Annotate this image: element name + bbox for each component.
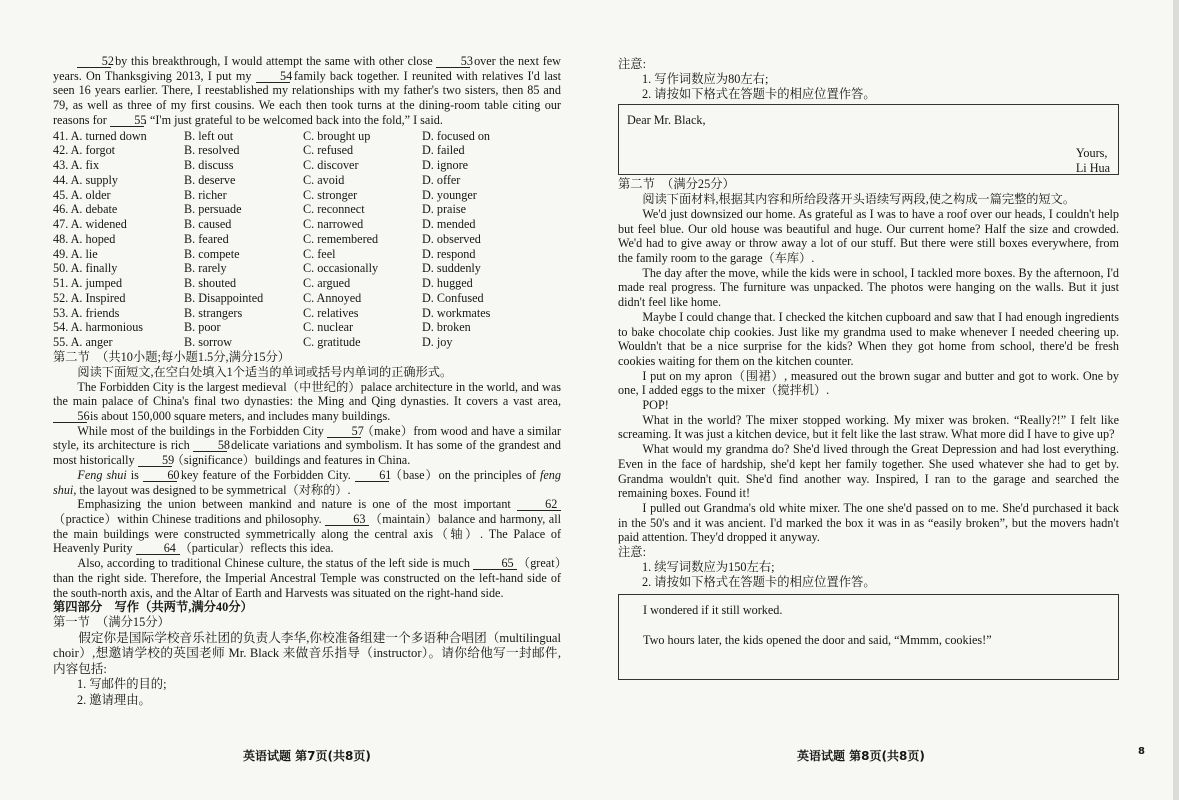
option-choice: B. shouted bbox=[184, 276, 237, 291]
story-paragraph: I pulled out Grandma's old white mixer. The one she'd passed on to me. She'd purchased it back in the 50's and it was ancient. I'd marked the box it was in as “easily broken”, but the movers hadn't paid attention. They'd dropped it anyway. bbox=[618, 500, 1119, 545]
option-choice: C. argued bbox=[303, 276, 351, 291]
option-choice: C. narrowed bbox=[303, 217, 364, 232]
blank-58: 58 bbox=[193, 439, 227, 452]
option-choice: D. younger bbox=[422, 187, 477, 202]
continuation-start-1: I wondered if it still worked. bbox=[643, 603, 783, 618]
blank-55: 55 bbox=[110, 114, 144, 127]
option-choice: B. compete bbox=[184, 246, 240, 261]
option-choice: D. joy bbox=[422, 335, 453, 350]
option-choice: D. Confused bbox=[422, 290, 484, 305]
option-choice: B. sorrow bbox=[184, 335, 233, 350]
blank-60: 60 bbox=[143, 469, 177, 482]
option-row bbox=[53, 158, 561, 173]
option-choice: D. observed bbox=[422, 231, 481, 246]
corner-page-number: 8 bbox=[1138, 746, 1145, 757]
option-choice: B. left out bbox=[184, 128, 234, 143]
option-choice: D. broken bbox=[422, 320, 471, 335]
option-row bbox=[53, 143, 561, 158]
option-choice: C. relatives bbox=[303, 305, 359, 320]
p4-text-3: （maintain）balance and harmony, all the main buildings were constructed symmetrically along the central axis（轴）. The Palace of Heavenly Purity bbox=[53, 512, 561, 556]
blank-62: 62 bbox=[517, 498, 561, 511]
option-choice: D. suddenly bbox=[422, 261, 481, 276]
p3-italic-2: feng shui bbox=[53, 467, 561, 497]
p3-text-4: , the layout was designed to be symmetrical（对称的）. bbox=[73, 482, 351, 497]
passage-paragraph-4 bbox=[53, 497, 561, 556]
passage-paragraph-5 bbox=[53, 556, 561, 600]
option-choice: 48. A. hoped bbox=[53, 231, 116, 246]
option-choice: B. richer bbox=[184, 187, 227, 202]
option-row bbox=[53, 232, 561, 247]
page-edge-shadow bbox=[1173, 0, 1179, 800]
option-row bbox=[53, 173, 561, 188]
story-paragraph: What in the world? The mixer stopped working. My mixer was broken. “Really?!” I felt like screaming. It was just a kitchen device, but it felt like the last straw. What more did I have to give up? bbox=[618, 412, 1119, 442]
passage-paragraph-3 bbox=[53, 468, 561, 497]
p3-text-3: （base）on the principles of bbox=[388, 467, 540, 482]
option-choice: B. strangers bbox=[184, 305, 243, 320]
options-table bbox=[53, 129, 561, 350]
p5-text-2: （great）than the right side. Therefore, the Imperial Ancestral Temple was constructed on the left-hand side of the south-north axis, and the Altar of Earth and Harvests was situated on the right-hand side. bbox=[53, 556, 561, 600]
continuation-start-2: Two hours later, the kids opened the door and said, “Mmmm, cookies!” bbox=[643, 633, 992, 648]
option-choice: B. resolved bbox=[184, 143, 240, 158]
note2-item-1: 1. 续写词数应为150左右; bbox=[642, 560, 775, 575]
option-row bbox=[53, 261, 561, 276]
letter-answer-box bbox=[618, 104, 1119, 175]
option-choice: D. praise bbox=[422, 202, 466, 217]
letter-close: Yours, bbox=[1075, 146, 1108, 160]
p2-text-3: delicate variations and symbolism. It has some of the grandest and most historically bbox=[53, 438, 561, 468]
p4-text-4: （particular）reflects this idea. bbox=[179, 541, 334, 556]
option-row bbox=[53, 129, 561, 144]
blank-53: 53 bbox=[436, 55, 470, 68]
intro-text-4: . “I'm just grateful to be welcomed back into the fold,” I said. bbox=[143, 112, 443, 127]
option-choice: D. offer bbox=[422, 172, 461, 187]
option-choice: B. persuade bbox=[184, 202, 242, 217]
option-choice: D. respond bbox=[422, 246, 476, 261]
option-row bbox=[53, 276, 561, 291]
option-choice: B. discuss bbox=[184, 158, 234, 173]
option-choice: 47. A. widened bbox=[53, 217, 127, 232]
option-choice: 51. A. jumped bbox=[53, 276, 123, 291]
intro-text-3: family back together. I reunited with relatives I'd last seen 16 years earlier. There, I reestablished my relationships with my father's two sisters, then 85 and 79, as well as three of my first cousins. We each then took turns at the dining-room table citing our reasons for bbox=[53, 68, 561, 127]
option-choice: C. gratitude bbox=[303, 335, 361, 350]
option-choice: C. Annoyed bbox=[303, 290, 362, 305]
option-choice: 54. A. harmonious bbox=[53, 320, 144, 335]
option-choice: 41. A. turned down bbox=[53, 128, 147, 143]
task1-item-1: 1. 写邮件的目的; bbox=[77, 677, 167, 692]
note-title: 注意: bbox=[618, 57, 647, 71]
option-choice: 49. A. lie bbox=[53, 246, 98, 261]
task1-prompt: 假定你是国际学校音乐社团的负责人李华,你校准备组建一个多语种合唱团（multilingual choir）,想邀请学校的英国老师 Mr. Black 来做音乐指导（instructor）。请你给他写一封邮件,内容包括: bbox=[53, 630, 561, 676]
option-choice: C. brought up bbox=[303, 128, 371, 143]
option-row bbox=[53, 306, 561, 321]
task1-item-2: 2. 邀请理由。 bbox=[77, 692, 151, 707]
option-choice: C. feel bbox=[303, 246, 336, 261]
right-section2-instruction: 阅读下面材料,根据其内容和所给段落开头语续写两段,使之构成一篇完整的短文。 bbox=[642, 192, 1076, 207]
blank-63: 63 bbox=[325, 513, 369, 526]
p5-text-1: Also, according to traditional Chinese culture, the status of the left side is much bbox=[77, 556, 474, 571]
option-row bbox=[53, 247, 561, 262]
blank-56: 56 bbox=[53, 410, 87, 423]
story-text bbox=[618, 207, 1119, 545]
p3-italic-1: Feng shui bbox=[77, 467, 127, 482]
note2-item-2: 2. 请按如下格式在答题卡的相应位置作答。 bbox=[642, 575, 876, 590]
letter-name: Li Hua bbox=[1075, 161, 1110, 175]
option-choice: C. stronger bbox=[303, 187, 358, 202]
story-paragraph: POP! bbox=[642, 398, 669, 413]
intro-paragraph bbox=[53, 54, 561, 128]
note-item-2: 2. 请按如下格式在答题卡的相应位置作答。 bbox=[642, 87, 876, 101]
option-choice: 53. A. friends bbox=[53, 305, 120, 320]
intro-text-1: by this breakthrough, I would attempt the same with other close bbox=[111, 54, 437, 68]
page-footer-right: 英语试题 第8页(共8页) bbox=[797, 749, 925, 763]
letter-greeting: Dear Mr. Black, bbox=[627, 113, 706, 127]
option-choice: B. Disappointed bbox=[184, 290, 264, 305]
option-row bbox=[53, 320, 561, 335]
blank-54: 54 bbox=[256, 70, 290, 83]
option-choice: B. rarely bbox=[184, 261, 227, 276]
option-choice: 45. A. older bbox=[53, 187, 111, 202]
option-choice: B. deserve bbox=[184, 172, 236, 187]
p3-text-2: key feature of the Forbidden City. bbox=[176, 467, 355, 482]
blank-65: 65 bbox=[473, 557, 517, 570]
blank-61: 61 bbox=[355, 469, 389, 482]
p1-text-1: The Forbidden City is the largest medieval（中世纪的）palace architecture in the world, and was the main palace of China's final two dynasties: the Ming and Qing dynasties. It covers a vast area, bbox=[53, 379, 561, 409]
option-choice: D. ignore bbox=[422, 158, 469, 173]
intro-text-2: over the next few years. On Thanksgiving 2013, I put my bbox=[53, 54, 561, 83]
right-section2-title: 第二节 （满分25分） bbox=[618, 177, 735, 191]
option-choice: D. hugged bbox=[422, 276, 473, 291]
p1-text-2: is about 150,000 square meters, and includes many buildings. bbox=[87, 409, 391, 424]
story-paragraph: We'd just downsized our home. As grateful as I was to have a roof over our heads, I couldn't help but feel blue. Our old house was beautiful and huge. Our current home? Half the size and crowded. We'd had to give away or throw away a lot of our stuff. But there were still boxes everywhere, from the family room to the garage（车库）. bbox=[618, 206, 1119, 266]
option-choice: D. workmates bbox=[422, 305, 491, 320]
left-page bbox=[0, 0, 585, 800]
option-row bbox=[53, 188, 561, 203]
option-choice: C. remembered bbox=[303, 231, 379, 246]
option-row bbox=[53, 217, 561, 232]
option-choice: 55. A. anger bbox=[53, 335, 113, 350]
blank-57: 57 bbox=[327, 425, 361, 438]
blank-59: 59 bbox=[138, 454, 172, 467]
option-choice: 50. A. finally bbox=[53, 261, 118, 276]
option-choice: B. caused bbox=[184, 217, 232, 232]
page-footer-left: 英语试题 第7页(共8页) bbox=[243, 749, 371, 763]
p4-text-1: Emphasizing the union between mankind and nature is one of the most important bbox=[77, 497, 517, 512]
note2-title: 注意: bbox=[618, 545, 647, 560]
section2-title: 第二节 （共10小题;每小题1.5分,满分15分） bbox=[53, 349, 291, 364]
option-choice: 44. A. supply bbox=[53, 172, 119, 187]
letter-signature bbox=[1076, 146, 1110, 176]
option-choice: D. mended bbox=[422, 217, 476, 232]
p2-text-1: While most of the buildings in the Forbidden City bbox=[77, 423, 328, 438]
story-paragraph: The day after the move, while the kids were in school, I tackled more boxes. By the afternoon, I'd made real progress. The furniture was unpacked. The photos were hanging on the walls. But it just didn't feel like home. bbox=[618, 265, 1119, 310]
p2-text-4: （significance）buildings and features in China. bbox=[171, 453, 411, 468]
part4-section1-title: 第一节 （满分15分） bbox=[53, 615, 170, 630]
option-choice: C. nuclear bbox=[303, 320, 354, 335]
section2-instruction: 阅读下面短文,在空白处填入1个适当的单词或括号内单词的正确形式。 bbox=[77, 364, 453, 379]
option-choice: D. focused on bbox=[422, 128, 491, 143]
note-item-1: 1. 写作词数应为80左右; bbox=[642, 72, 769, 86]
option-choice: 43. A. fix bbox=[53, 158, 100, 173]
p2-text-2: （make）from wood and have a similar style, its architecture is rich bbox=[53, 423, 561, 453]
option-choice: C. reconnect bbox=[303, 202, 365, 217]
option-choice: C. refused bbox=[303, 143, 354, 158]
option-choice: C. occasionally bbox=[303, 261, 379, 276]
continuation-answer-box bbox=[618, 594, 1119, 680]
option-row bbox=[53, 202, 561, 217]
story-paragraph: What would my grandma do? She'd lived through the Great Depression and had lost everything. Even in the face of hardship, she'd kept her family together. She used whatever she had to get by. Grandma wouldn't quit. She'd find another way. Inspired, I ran to the garage and searched the remaining boxes. Found it! bbox=[618, 442, 1119, 501]
option-choice: B. poor bbox=[184, 320, 221, 335]
p4-text-2: （practice）within Chinese traditions and philosophy. bbox=[53, 512, 326, 526]
story-paragraph: Maybe I could change that. I checked the kitchen cupboard and saw that I had enough ingredients to bake chocolate chip cookies. Just like my grandma used to make whenever I needed cheering up. Wouldn't that be a nice surprise for the kids? When they got home from school, there'd be fresh cookies waiting for them on the kitchen counter. bbox=[618, 309, 1119, 368]
passage-paragraph-2 bbox=[53, 424, 561, 468]
p3-text-1: is bbox=[126, 467, 143, 482]
blank-52: 52 bbox=[77, 55, 111, 68]
part4-title: 第四部分 写作（共两节,满分40分） bbox=[53, 600, 253, 615]
passage-paragraph-1 bbox=[53, 380, 561, 424]
option-choice: C. discover bbox=[303, 158, 359, 173]
option-choice: D. failed bbox=[422, 143, 465, 158]
option-choice: C. avoid bbox=[303, 172, 345, 187]
option-choice: 46. A. debate bbox=[53, 202, 118, 217]
option-choice: B. feared bbox=[184, 231, 229, 246]
right-page bbox=[592, 0, 1179, 800]
story-paragraph: I put on my apron（围裙）, measured out the brown sugar and butter and got to work. One by one, I added eggs to the mixer（搅拌机）. bbox=[618, 368, 1119, 398]
blank-64: 64 bbox=[136, 542, 180, 555]
option-choice: 52. A. Inspired bbox=[53, 290, 126, 305]
option-row bbox=[53, 335, 561, 350]
option-row bbox=[53, 291, 561, 306]
option-choice: 42. A. forgot bbox=[53, 143, 116, 158]
